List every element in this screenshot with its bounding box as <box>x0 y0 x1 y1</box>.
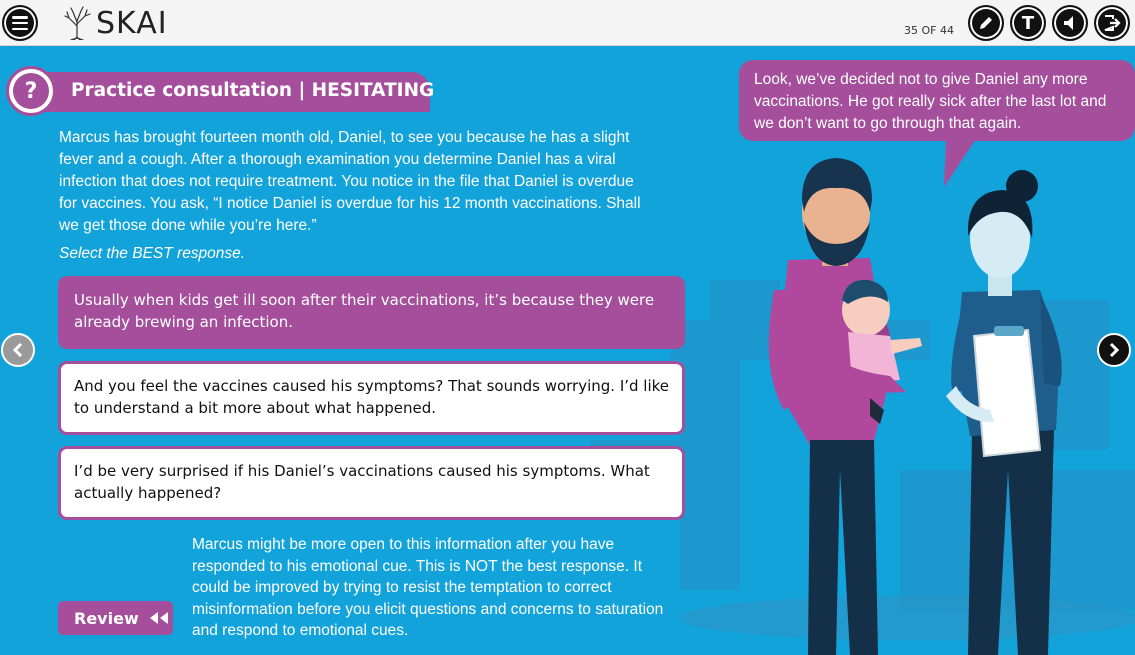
exit-button[interactable] <box>1094 5 1130 41</box>
review-button-label: Review <box>74 608 139 628</box>
exit-icon <box>1102 13 1122 33</box>
logo <box>60 5 168 41</box>
logo-text: SKAI <box>96 5 168 41</box>
speech-bubble-text: Look, we’ve decided not to give Daniel any more vaccinations. He got really sick after the last lot and we don’t want to go through that again. <box>754 71 1107 132</box>
next-page-button[interactable] <box>1097 333 1131 367</box>
response-option-label: Usually when kids get ill soon after their vaccinations, it’s because they were already brewing an infection. <box>74 291 655 331</box>
text-size-icon: T <box>1021 12 1035 34</box>
question-icon: ? <box>13 73 49 109</box>
text-size-button[interactable] <box>1010 5 1046 41</box>
speech-bubble-tail <box>940 139 980 187</box>
review-button[interactable] <box>58 601 173 635</box>
response-option-2[interactable] <box>58 361 685 435</box>
sound-button[interactable] <box>1052 5 1088 41</box>
response-option-label: I’d be very surprised if his Daniel’s vaccinations caused his symptoms. What actually happened? <box>74 462 650 502</box>
response-option-label: And you feel the vaccines caused his symptoms? That sounds worrying. I’d like to understand a bit more about what happened. <box>74 377 670 417</box>
menu-icon <box>12 16 28 30</box>
rewind-icon <box>149 611 169 625</box>
response-option-3[interactable] <box>58 446 685 520</box>
page-title: Practice consultation | HESITATING <box>71 80 435 101</box>
marcus-figure <box>769 158 922 655</box>
speaker-icon <box>1061 14 1079 32</box>
chevron-left-icon <box>10 342 26 358</box>
help-badge <box>6 66 56 116</box>
previous-page-button[interactable] <box>1 333 35 367</box>
instruction-text: Select the BEST response. <box>59 245 246 262</box>
menu-button[interactable] <box>2 5 38 41</box>
pencil-icon <box>977 14 995 32</box>
top-bar <box>0 0 1135 46</box>
speech-bubble <box>739 60 1135 141</box>
page-counter: 35 OF 44 <box>904 24 954 37</box>
tree-logo-icon <box>60 6 94 40</box>
chevron-right-icon <box>1106 342 1122 358</box>
feedback-text: Marcus might be more open to this information after you have responded to his emotional cue. This is NOT the best response. It could be improved by trying to resist the temptation to correct misinformation before you elicit questions and concerns to saturation and respond to emotional cues. <box>192 536 664 639</box>
notes-button[interactable] <box>968 5 1004 41</box>
scenario-text: Marcus has brought fourteen month old, Daniel, to see you because he has a slight fever and a cough. After a thorough examination you determine Daniel has a viral infection that does not require treatment. You notice in the file that Daniel is overdue for vaccines. You ask, “I notice Daniel is overdue for his 12 month vaccinations. Shall we get those done while you’re here.” <box>59 129 641 234</box>
response-option-1[interactable] <box>58 276 685 349</box>
